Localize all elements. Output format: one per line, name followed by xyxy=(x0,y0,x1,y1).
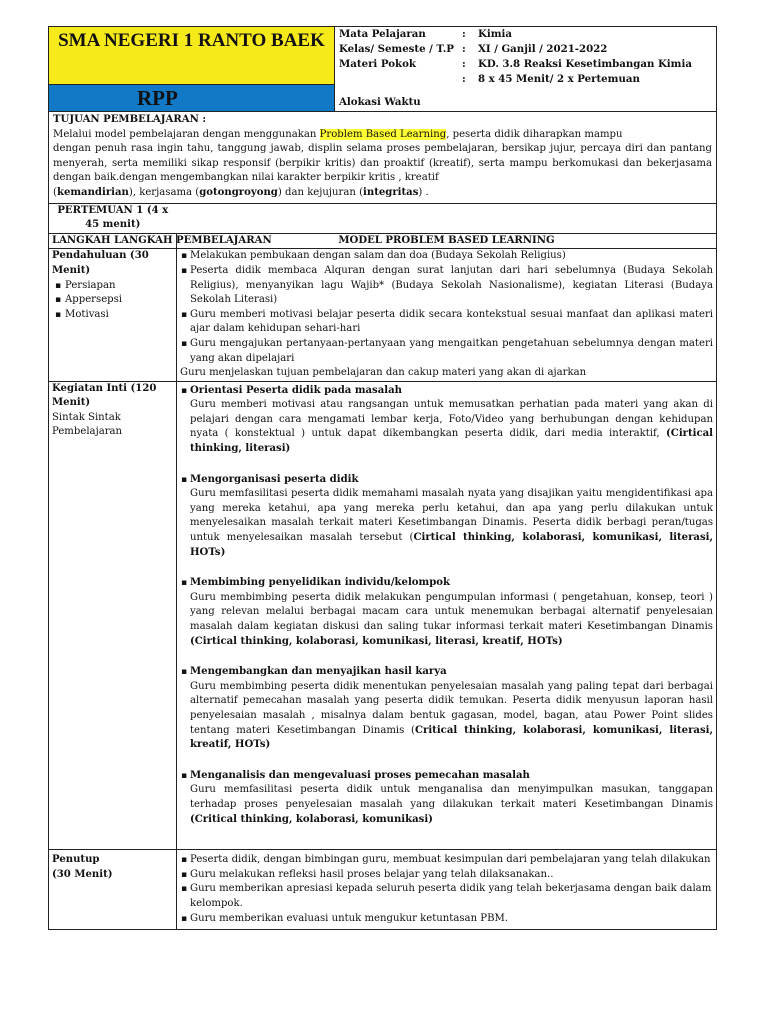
rpp-document xyxy=(48,26,717,930)
list-item xyxy=(190,665,713,753)
list-item: ▪ Guru memberikan apresiasi kepada seluruh peserta didik yang telah bekerjasama dengan baik dalam kelompok. xyxy=(190,882,713,911)
inti-subtitle: Sintak Sintak Pembelajaran xyxy=(52,411,123,438)
doc-type-label: RPP xyxy=(49,85,335,112)
tujuan-para-2: dengan penuh rasa ingin tahu, tanggung jawab, displin selama proses pembelajaran, bersikap jujur, percaya diri dan pantang menyerah, serta memiliki sikap responsif (berpikir kritis) dan proaktif (kreatif), serta mampu berkomukasi dan bekerjasama dengan baik.dengan mengembangkan nilai karakter berpikir kritis , kreatif xyxy=(53,143,712,184)
tujuan-section xyxy=(49,112,717,204)
step-heading: ▪ Menganalisis dan mengevaluasi proses pemecahan masalah xyxy=(190,769,530,781)
pendahuluan-content xyxy=(177,249,717,381)
list-item: ▪ Guru memberikan evaluasi untuk mengukur ketuntasan PBM. xyxy=(190,912,713,927)
col-left-header: LANGKAH LANGKAH PEMBELAJARAN xyxy=(49,233,177,249)
tujuan-heading: TUJUAN PEMBELAJARAN : xyxy=(53,114,207,125)
list-item: ▪ Guru melakukan refleksi hasil proses belajar yang telah dilaksanakan.. xyxy=(190,868,713,883)
step-heading: ▪ Orientasi Peserta didik pada masalah xyxy=(190,384,402,396)
step-heading: ▪ Mengembangkan dan menyajikan hasil karya xyxy=(190,666,447,678)
meta-row: Materi Pokok : KD. 3.8 Reaksi Kesetimbangan Kimia xyxy=(339,58,692,70)
meta-block xyxy=(335,27,717,112)
pendahuluan-closing: Guru menjelaskan tujuan pembelajaran dan cakup materi yang akan di ajarkan xyxy=(180,367,587,379)
meta-row: Mata Pelajaran : Kimia xyxy=(339,28,512,40)
list-item: ▪ Peserta didik membaca Alquran dengan surat lanjutan dari hari sebelumnya (Budaya Sekolah Religius), menyanyikan lagu Wajib* (Budaya Sekolah Nasionalisme), kegiatan Literasi (Budaya Sekolah Literasi) xyxy=(190,264,713,308)
highlight-pbl: Problem Based Learning xyxy=(319,128,447,140)
list-item xyxy=(190,769,713,827)
pertemuan-spacer xyxy=(177,203,717,233)
penutup-title: Penutup xyxy=(52,854,100,866)
step-heading: ▪ Membimbing penyelidikan individu/kelompok xyxy=(190,577,450,589)
penutup-duration: (30 Menit) xyxy=(52,868,113,880)
meta-row: Alokasi Waktu xyxy=(339,96,421,108)
meta-row: Kelas/ Semeste / T.P : XI / Ganjil / 2021-2022 xyxy=(339,43,608,55)
tujuan-table xyxy=(48,111,717,204)
list-item: ▪ Persiapan xyxy=(65,279,173,294)
pendahuluan-bullets xyxy=(180,249,713,366)
list-item: ▪ Guru memberi motivasi belajar peserta didik secara kontekstual sesuai manfaat dan aplikasi materi ajar dalam kehidupan sehari-hari xyxy=(190,308,713,337)
list-item xyxy=(190,384,713,457)
step-text: Guru memfasilitasi peserta didik untuk menganalisa dan menyimpulkan masukan, tanggapan terhadap proses penyelesaian masalah yang dilakukan terkait materi Kesetimbangan Dinamis (Critical thinking, kolaborasi, komunikasi) xyxy=(190,784,713,825)
pertemuan-title: PERTEMUAN 1 (4 x 45 menit) xyxy=(49,203,177,233)
list-item: ▪ Guru mengajukan pertanyaan-pertanyaan yang mengaitkan pengetahuan sebelumnya dengan materi yang akan dipelajari xyxy=(190,337,713,366)
step-text: Guru memfasilitasi peserta didik memahami masalah nyata yang disajikan yaitu mengidentifikasi apa yang mereka ketahui, apa yang mereka perlu ketahui, dan apa yang perlu dilakukan untuk menyelesaikan masalah terkait materi Kesetimbangan Dinamis. Peserta didik berbagi peran/tugas untuk menyelesaikan masalah tersebut (Cirtical thinking, kolaborasi, komunikasi, literasi, HOTs) xyxy=(190,488,713,558)
steps-table xyxy=(48,203,717,931)
list-item xyxy=(190,473,713,561)
pendahuluan-subitems xyxy=(52,279,173,323)
list-item: ▪ Melakukan pembukaan dengan salam dan doa (Budaya Sekolah Religius) xyxy=(190,249,713,264)
list-item: ▪ Appersepsi xyxy=(65,293,173,308)
header-table xyxy=(48,26,717,112)
tujuan-para-3: (kemandirian), kerjasama (gotongroyong) dan kejujuran (integritas) . xyxy=(53,186,429,198)
inti-title: Kegiatan Inti (120 Menit) xyxy=(52,382,157,409)
tujuan-para-1: Melalui model pembelajaran dengan menggunakan Problem Based Learning, peserta didik diharapkan mampu xyxy=(53,128,623,140)
list-item xyxy=(190,576,713,649)
list-item: ▪ Peserta didik, dengan bimbingan guru, membuat kesimpulan dari pembelajaran yang telah dilakukan xyxy=(190,853,713,868)
inti-steps xyxy=(180,384,713,827)
penutup-label xyxy=(49,850,177,930)
step-heading: ▪ Mengorganisasi peserta didik xyxy=(190,473,359,485)
penutup-bullets xyxy=(180,853,713,926)
step-text: Guru membimbing peserta didik melakukan pengumpulan informasi ( pengetahuan, konsep, teori ) yang relevan melalui berbagai macam cara untuk menemukan berbagai alternatif penyelesaian masalah dalam kegiatan diskusi dan saling tukar informasi terkait materi Kesetimbangan Dinamis (Cirtical thinking, kolaborasi, komunikasi, literasi, kreatif, HOTs) xyxy=(190,591,713,647)
pendahuluan-title: Pendahuluan (30 Menit) xyxy=(52,250,149,276)
inti-label xyxy=(49,381,177,849)
penutup-content xyxy=(177,850,717,930)
step-text: Guru memberi motivasi atau rangsangan untuk memusatkan perhatian pada materi yang akan di pelajari dengan cara mengamati lembar kerja, Foto/Video yang berhubungan dengan kehidupan nyata ( konstektual ) untuk dapat dikembangkan peserta didik, dari media interaktif, (Cirtical thinking, literasi) xyxy=(190,399,713,455)
pendahuluan-label xyxy=(49,249,177,381)
school-name: SMA NEGERI 1 RANTO BAEK xyxy=(49,27,335,85)
col-right-header: MODEL PROBLEM BASED LEARNING xyxy=(177,233,717,249)
list-item: ▪ Motivasi xyxy=(65,308,173,323)
meta-row: : 8 x 45 Menit/ 2 x Pertemuan xyxy=(462,73,640,85)
inti-content xyxy=(177,381,717,849)
step-text: Guru membimbing peserta didik menentukan penyelesaian masalah yang paling tepat dari berbagai alternatif pemecahan masalah yang peserta didik temukan. Peserta didik menyusun laporan hasil penyelesaian masalah , misalnya dalam bentuk gagasan, model, bagan, atau Power Point slides tentang materi Kesetimbangan Dinamis (Critical thinking, kolaborasi, komunikasi, literasi, kreatif, HOTs) xyxy=(190,680,713,751)
